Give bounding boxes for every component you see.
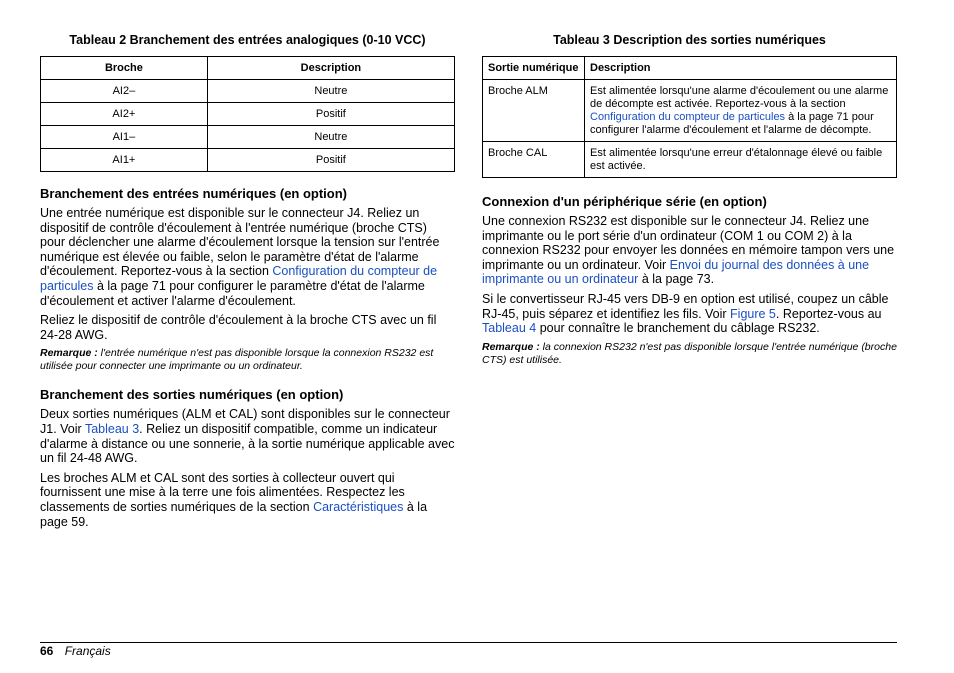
column-header-description: Description xyxy=(207,57,454,80)
table-cell: Positif xyxy=(207,149,454,172)
table-header-row xyxy=(41,57,455,80)
note-label: Remarque : xyxy=(482,340,540,353)
note-text: l'entrée numérique n'est pas disponible lorsque la connexion RS232 est utilisée pour connecter une imprimante ou un ordinateur. xyxy=(40,347,434,373)
paragraph-text: Deux sorties numériques (ALM et CAL) sont disponibles sur le connecteur J1. Voir xyxy=(40,407,450,436)
note-text: la connexion RS232 n'est pas disponible lorsque l'entrée numérique (broche CTS) est utilisée. xyxy=(482,340,897,366)
table2-caption: Tableau 2 Branchement des entrées analogiques (0-10 VCC) xyxy=(69,33,426,47)
table-cell: Broche CAL xyxy=(483,142,585,178)
column-header-sortie: Sortie numérique xyxy=(483,57,585,80)
link-configuration-compteur[interactable]: Configuration du compteur de particules xyxy=(40,264,438,293)
paragraph xyxy=(40,407,455,465)
section-title-digital-outputs: Branchement des sorties numériques (en option) xyxy=(40,387,344,403)
paragraph-text: Les broches ALM et CAL sont des sorties à collecteur ouvert qui fournissent une mise à la terre une fois alimentées. Respectez les classements de sorties numériques de la section xyxy=(40,470,405,514)
cell-text: Est alimentée lorsqu'une alarme d'écoulement ou une alarme de décompte est activée. Reportez-vous à la section xyxy=(590,85,889,110)
paragraph-text: . Reportez-vous au xyxy=(775,306,882,321)
table-cell: AI2– xyxy=(41,80,208,103)
table3-caption: Tableau 3 Description des sorties numériques xyxy=(553,33,826,47)
table-cell: AI1+ xyxy=(41,149,208,172)
table2-analog-inputs xyxy=(40,56,455,172)
paragraph-text: à la page 71 pour configurer le paramètre d'état de l'alarme d'écoulement et activer l'alarme d'écoulement. xyxy=(40,278,425,308)
table3-digital-outputs xyxy=(482,56,897,178)
table-row xyxy=(41,149,455,172)
paragraph-text: Une entrée numérique est disponible sur le connecteur J4. Reliez un dispositif de contrôle d'écoulement à l'entrée numérique (broche CTS) pour déclencher une alarme d'écoulement lorsque la tension sur l'entrée numérique est élevée ou faible, selon le paramètre d'état de l'alarme d'écoulement. Reportez-vous à la section xyxy=(40,206,440,279)
paragraph xyxy=(40,206,455,308)
note-label: Remarque : xyxy=(40,347,98,360)
paragraph-text: Si le convertisseur RJ-45 vers DB-9 en option est utilisé, coupez un câble RJ-45, puis séparez et identifiez les fils. Voir xyxy=(482,291,889,321)
link-tableau-3[interactable]: Tableau 3 xyxy=(84,421,140,436)
link-figure-5[interactable]: Figure 5 xyxy=(730,306,776,321)
link-configuration-compteur-table[interactable]: Configuration du compteur de particules xyxy=(590,111,786,123)
link-caracteristiques[interactable]: Caractéristiques xyxy=(313,499,404,514)
section-title-serial-device: Connexion d'un périphérique série (en option) xyxy=(482,194,767,209)
table-row xyxy=(483,142,897,178)
cell-text: à la page 71 pour configurer l'alarme d'écoulement et l'alarme de décompte. xyxy=(590,111,874,136)
table-row xyxy=(41,80,455,103)
paragraph-text: à la page 59. xyxy=(40,499,428,529)
footer-language: Français xyxy=(64,644,111,658)
right-column xyxy=(482,30,897,371)
link-tableau-4[interactable]: Tableau 4 xyxy=(482,321,537,336)
paragraph xyxy=(482,292,897,336)
table-header-row xyxy=(483,57,897,80)
link-envoi-journal[interactable]: Envoi du journal des données à une imprimante ou un ordinateur xyxy=(482,257,870,287)
table-row xyxy=(41,126,455,149)
paragraph xyxy=(40,471,455,529)
section-title-digital-inputs: Branchement des entrées numériques (en option) xyxy=(40,186,348,201)
table-cell: Neutre xyxy=(207,126,454,149)
table-cell xyxy=(585,80,897,142)
paragraph-text: pour connaître le branchement du câblage RS232. xyxy=(536,321,820,336)
table-cell: Neutre xyxy=(207,80,454,103)
paragraph xyxy=(482,214,897,287)
page-number: 66 xyxy=(40,644,54,658)
table-cell: Broche ALM xyxy=(483,80,585,142)
table-cell: AI1– xyxy=(41,126,208,149)
table-cell: Positif xyxy=(207,103,454,126)
paragraph-text: à la page 73. xyxy=(638,272,715,287)
page-footer xyxy=(40,644,111,658)
paragraph: Reliez le dispositif de contrôle d'écoulement à la broche CTS avec un fil 24-28 AWG. xyxy=(40,313,437,342)
paragraph-text: . Reliez un dispositif compatible, comme un indicateur d'alarme à distance ou une sonnerie, à la sortie numérique applicable avec un fil 24-48 AWG. xyxy=(40,421,455,466)
column-header-description: Description xyxy=(585,57,897,80)
paragraph-text: Une connexion RS232 est disponible sur le connecteur J4. Reliez une imprimante ou le port série d'un ordinateur (COM 1 ou COM 2) à la connexion RS232 pour envoyer les données en mémoire tampon vers une imprimante ou un ordinateur. Voir xyxy=(482,214,895,272)
note xyxy=(40,347,455,373)
table-row xyxy=(483,80,897,142)
note xyxy=(482,341,897,367)
table-row xyxy=(41,103,455,126)
column-header-broche: Broche xyxy=(41,57,208,80)
left-column xyxy=(40,30,455,534)
table-cell: Est alimentée lorsqu'une erreur d'étalonnage élevé ou faible est activée. xyxy=(585,142,897,178)
table-cell: AI2+ xyxy=(41,103,208,126)
footer-divider xyxy=(40,642,897,643)
